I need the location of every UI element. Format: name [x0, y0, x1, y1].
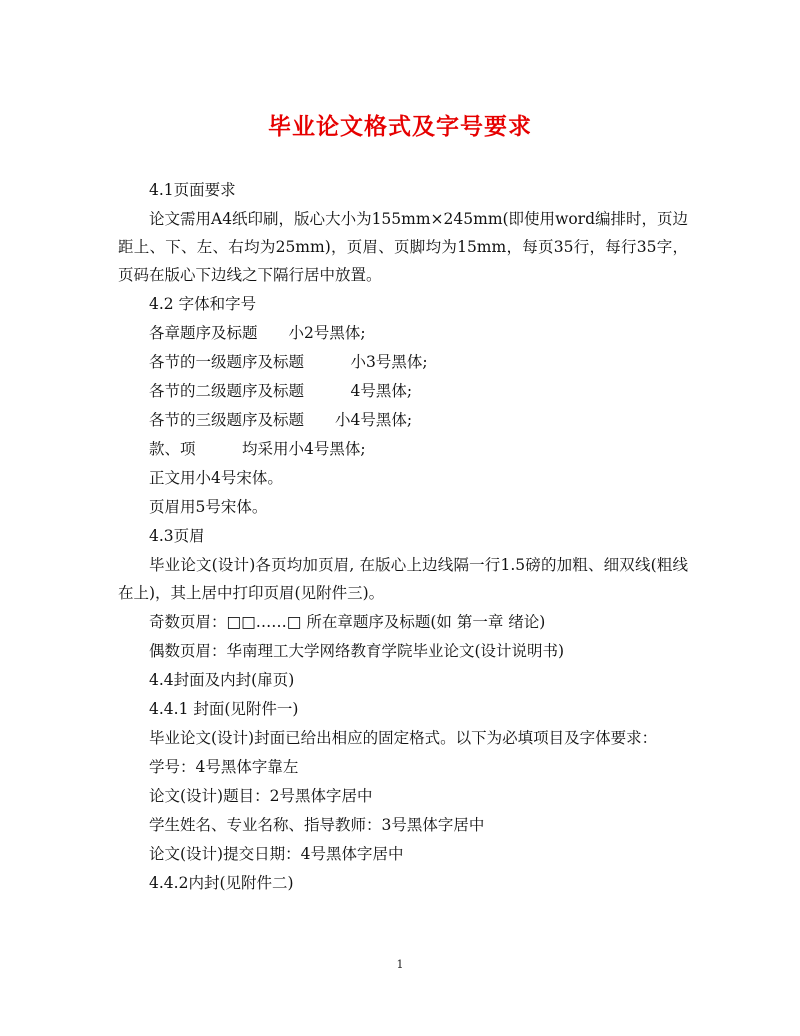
- document-title: 毕业论文格式及字号要求: [268, 113, 532, 140]
- document-body: [118, 176, 688, 898]
- page-number: 1: [396, 958, 404, 971]
- section-heading-4-4-2: 4.4.2内封(见附件二): [149, 874, 294, 892]
- font-rule-level3: 各节的三级题序及标题 小4号黑体;: [149, 411, 413, 429]
- section-heading-4-3: 4.3页眉: [149, 527, 205, 545]
- even-page-header-rule: 偶数页眉：华南理工大学网络教育学院毕业论文(设计说明书): [149, 642, 565, 660]
- font-rule-items: 款、项 均采用小4号黑体;: [149, 440, 366, 458]
- cover-rule-thesis-title: 论文(设计)题目：2号黑体字居中: [149, 787, 373, 805]
- font-rule-level1: 各节的一级题序及标题 小3号黑体;: [149, 353, 428, 371]
- section-heading-4-4-1: 4.4.1 封面(见附件一): [149, 700, 299, 718]
- cover-rule-student-id: 学号：4号黑体字靠左: [149, 758, 299, 776]
- font-rule-chapter: 各章题序及标题 小2号黑体;: [149, 324, 366, 342]
- section-heading-4-2: 4.2 字体和字号: [149, 295, 257, 313]
- section-heading-4-1: 4.1页面要求: [149, 181, 236, 199]
- font-rule-level2: 各节的二级题序及标题 4号黑体;: [149, 382, 413, 400]
- font-rule-body: 正文用小4号宋体。: [149, 469, 283, 487]
- paragraph-header-rules: 毕业论文(设计)各页均加页眉, 在版心上边线隔一行1.5磅的加粗、细双线(粗线在上)，其上居中打印页眉(见附件三)。: [118, 556, 688, 602]
- cover-rule-student-info: 学生姓名、专业名称、指导教师：3号黑体字居中: [149, 816, 485, 834]
- cover-rule-submission-date: 论文(设计)提交日期：4号黑体字居中: [149, 845, 404, 863]
- paragraph-cover-format: 毕业论文(设计)封面已给出相应的固定格式。以下为必填项目及字体要求：: [149, 729, 658, 747]
- font-rule-header: 页眉用5号宋体。: [149, 498, 268, 516]
- paragraph-page-requirements: 论文需用A4纸印刷，版心大小为155mm×245mm(即使用word编排时，页边距上、下、左、右均为25mm)，页眉、页脚均为15mm，每页35行，每行35字，页码在版心下边线之下隔行居中放置。: [118, 210, 688, 284]
- section-heading-4-4: 4.4封面及内封(扉页): [149, 671, 295, 689]
- odd-page-header-rule: 奇数页眉：□□……□ 所在章题序及标题(如 第一章 绪论): [149, 613, 546, 631]
